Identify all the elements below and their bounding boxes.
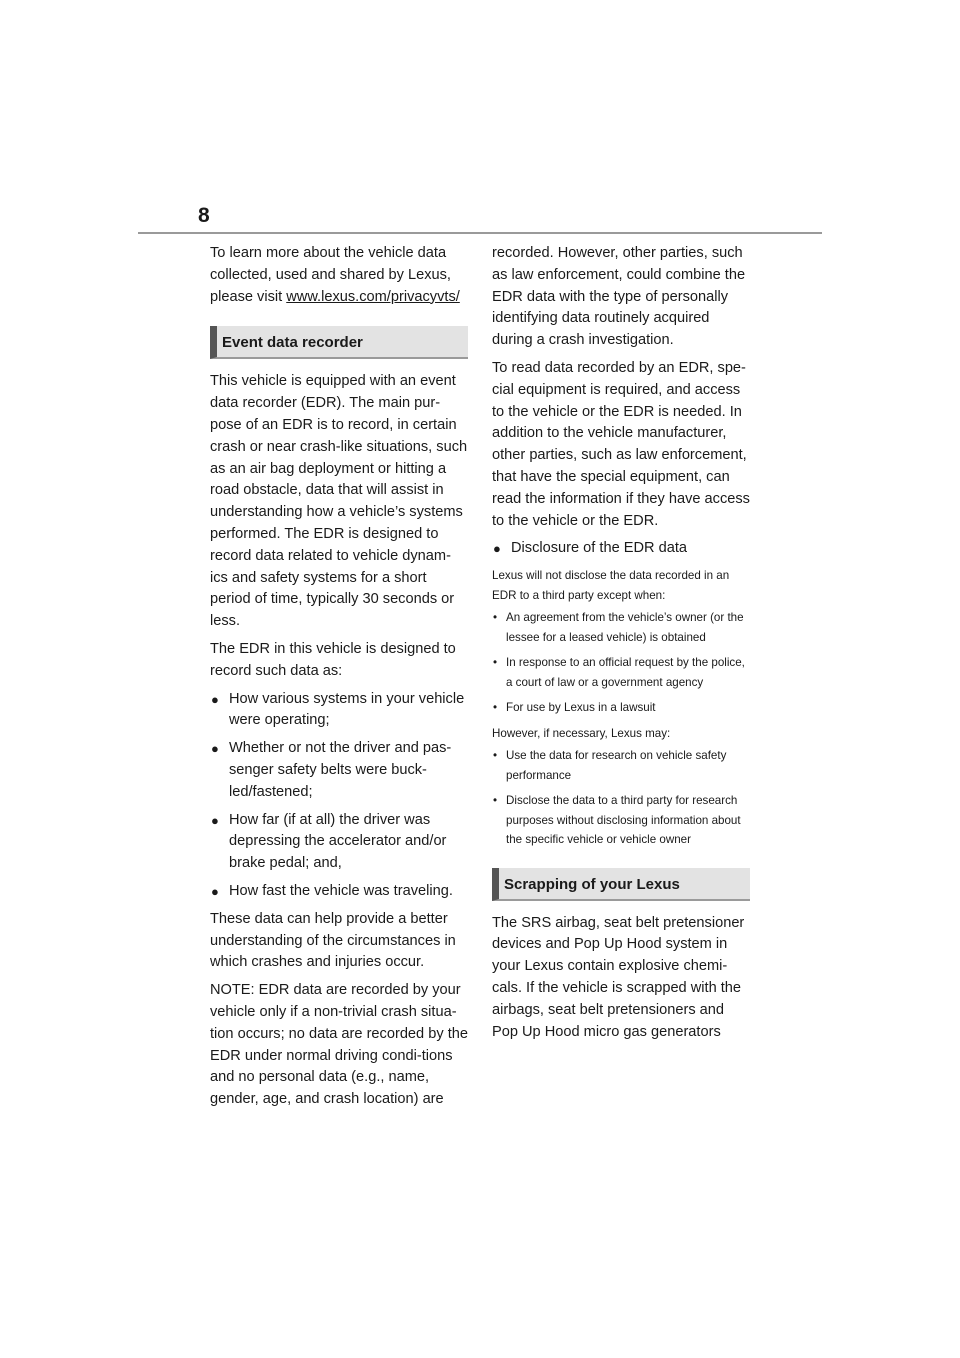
section-heading-scrapping: Scrapping of your Lexus: [492, 868, 750, 901]
bullet-item: ● Whether or not the driver and pas-senger safety belts were buck-led/fastened;: [211, 740, 452, 800]
sub-bullet-icon: •: [493, 656, 498, 670]
sub-bullet-icon: •: [493, 701, 498, 715]
bullet-item: ● How fast the vehicle was traveling.: [210, 881, 468, 903]
sub-bullet-item: • Disclose the data to a third party for research purposes without disclosing information about the specific vehicle or vehicle owner: [492, 791, 750, 850]
sub-bullet-icon: •: [493, 749, 498, 763]
edr-note-paragraph: NOTE: EDR data are recorded by your vehicle only if a non-trivial crash situa-tion occurs; no data are recorded by the EDR under normal driving condi-tions and no personal data (e.g., name, gender, age, and crash location) are: [210, 982, 468, 1108]
bullet-item: ● How various systems in your vehicle were operating;: [211, 690, 465, 729]
header-rule: [138, 232, 822, 234]
sub-bullet-item: • Use the data for research on vehicle safety performance: [492, 746, 750, 785]
bullet-item: ● Disclosure of the EDR data: [492, 538, 750, 560]
page-number: 8: [198, 204, 210, 227]
bullet-icon: ●: [211, 883, 219, 899]
sub-bullet-item: • An agreement from the vehicle’s owner (or the lessee for a leased vehicle) is obtained: [492, 608, 750, 647]
bullet-icon: ●: [211, 812, 219, 828]
bullet-item: ● How far (if at all) the driver was depressing the accelerator and/or brake pedal; and,: [211, 811, 447, 872]
intro-text: To learn more about the vehicle data collected, used and shared by Lexus, please visit: [210, 245, 451, 305]
section-heading-edr: Event data recorder: [210, 326, 468, 359]
intro-paragraph: [210, 243, 468, 308]
sub-bullet-icon: •: [493, 611, 498, 625]
edr-paragraph-2: The EDR in this vehicle is designed to record such data as:: [210, 640, 456, 679]
edr-paragraph-1: This vehicle is equipped with an event data recorder (EDR). The main pur-pose of an EDR is to record, in certain crash or near crash-like situations, such as an air bag deployment or hitting a road obstacle, data that will assist in understanding how a vehicle’s systems performed. The EDR is designed to record data related to vehicle dynam-ics and safety systems for a short period of time, typically 30 seconds or less.: [210, 373, 468, 630]
right-column: [492, 243, 750, 1049]
edr-paragraph-read: To read data recorded by an EDR, spe-cial equipment is required, and access to the vehicle or the EDR is needed. In addition to the vehicle manufacturer, other parties, such as law enforcement, that have the special equipment, can read the information if they have access to the vehicle or the EDR.: [492, 359, 750, 529]
left-column: [210, 243, 468, 1117]
edr-paragraph-3: These data can help provide a better understanding of the circumstances in which crashes and injuries occur.: [210, 910, 456, 971]
lexus-may-paragraph: However, if necessary, Lexus may:: [492, 726, 671, 740]
sub-bullet-item: • For use by Lexus in a lawsuit: [492, 698, 750, 718]
bullet-icon: ●: [493, 541, 501, 557]
bullet-icon: ●: [211, 691, 219, 707]
privacy-link[interactable]: www.lexus.com/privacyvts/: [286, 288, 460, 305]
edr-paragraph-continued: recorded. However, other parties, such as law enforcement, could combine the EDR data with the type of personally identifying data routinely acquired during a crash investigation.: [492, 245, 746, 349]
disclosure-paragraph: Lexus will not disclose the data recorded in an EDR to a third party except when:: [492, 569, 730, 602]
scrapping-paragraph: The SRS airbag, seat belt pretensioner devices and Pop Up Hood system in your Lexus contain explosive chemi-cals. If the vehicle is scrapped with the airbags, seat belt pretensioners and Pop Up Hood micro gas generators: [492, 914, 745, 1040]
sub-bullet-icon: •: [493, 794, 498, 808]
sub-bullet-item: • In response to an official request by the police, a court of law or a government agency: [492, 653, 750, 692]
bullet-icon: ●: [211, 741, 219, 757]
